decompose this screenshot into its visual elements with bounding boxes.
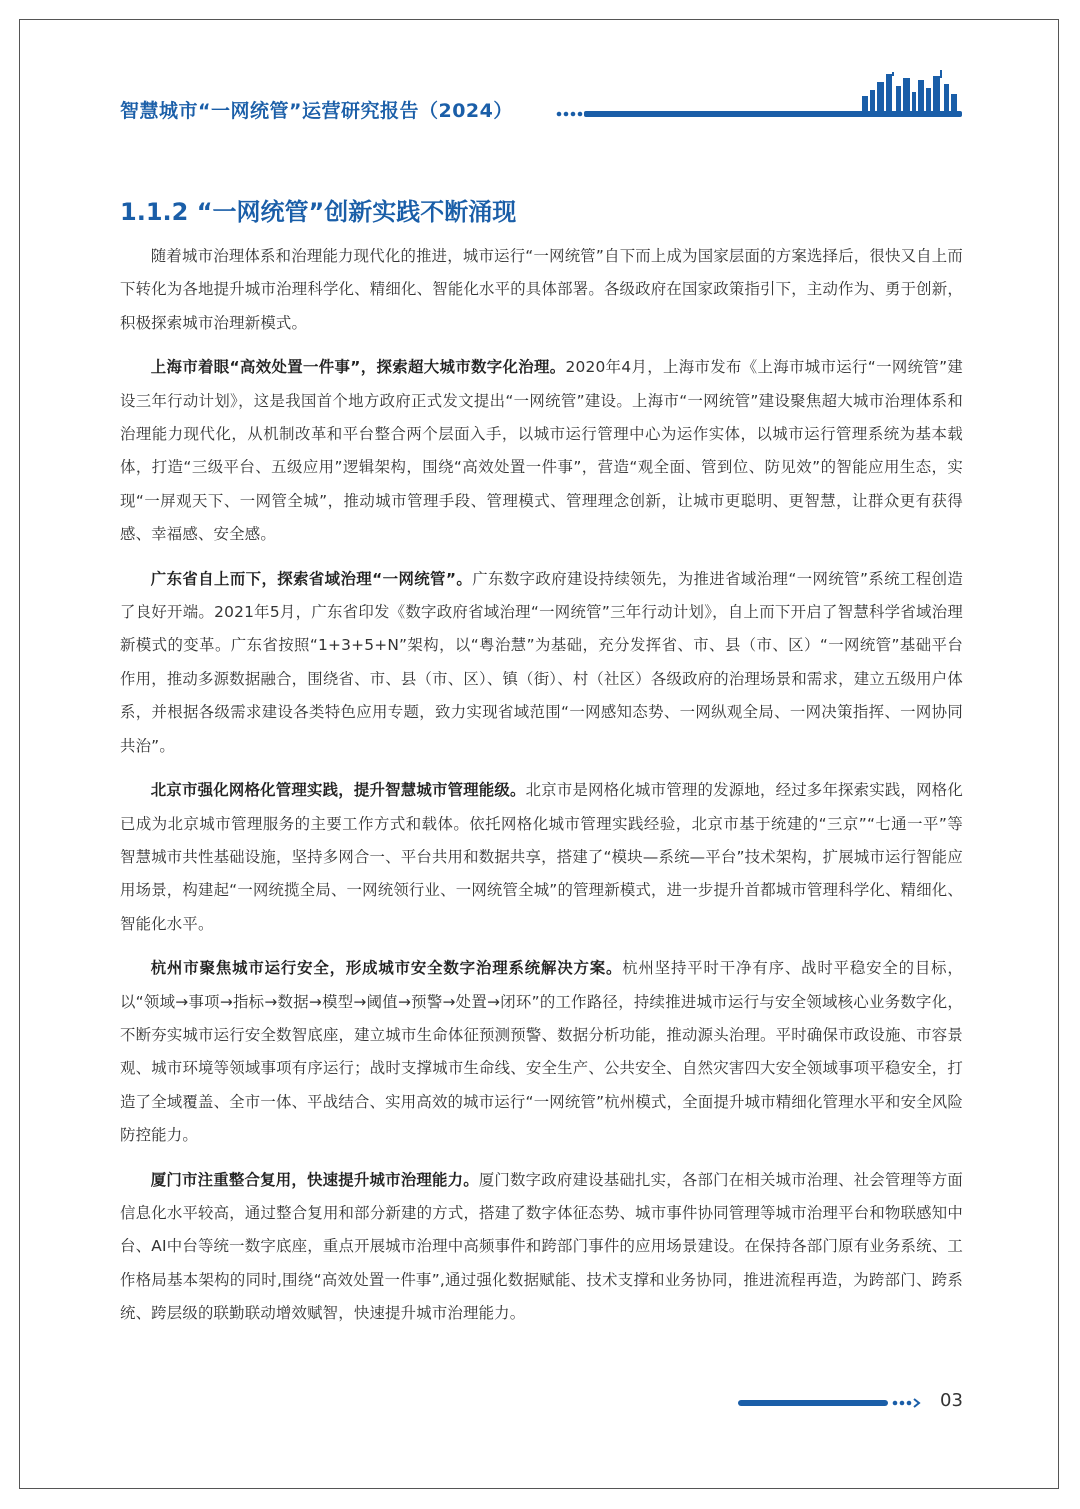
paragraph-text: 北京市是网格化城市管理的发源地，经过多年探索实践，网格化已成为北京城市管理服务的主要工作方式和载体。依托网格化城市管理实践经验，北京市基于统建的“三京”“七通一平”等智慧城市共性基础设施，坚持多网合一、平台共用和数据共享，搭建了“模块—系统—平台”技术架构，扩展城市运行智能应用场景，构建起“一网统揽全局、一网统领行业、一网统管全城”的管理新模式，进一步提升首都城市管理科学化、精细化、智能化水平。 (120, 781, 963, 933)
paragraph-text: 杭州坚持平时干净有序、战时平稳安全的目标，以“领域→事项→指标→数据→模型→阈值→预警→处置→闭环”的工作路径，持续推进城市运行与安全领域核心业务数字化，不断夯实城市运行安全数智底座，建立城市生命体征预测预警、数据分析功能，推动源头治理。平时确保市政设施、市容景观、城市环境等领域事项有序运行；战时支撑城市生命线、安全生产、公共安全、自然灾害四大安全领域事项平稳安全，打造了全域覆盖、全市一体、平战结合、实用高效的城市运行“一网统管”杭州模式，全面提升城市精细化管理水平和安全风险防控能力。 (120, 959, 964, 1145)
paragraph-guangdong (120, 563, 963, 763)
city-skyline-icon (556, 68, 962, 120)
paragraph-lead: 上海市着眼“高效处置一件事”，探索超大城市数字化治理。 (150, 358, 566, 377)
body-text (120, 240, 963, 1342)
paragraph-lead: 杭州市聚焦城市运行安全，形成城市安全数字治理系统解决方案。 (150, 959, 623, 978)
paragraph-lead: 厦门市注重整合复用，快速提升城市治理能力。 (150, 1170, 479, 1189)
paragraph-hangzhou (120, 952, 963, 1152)
paragraph-text: 随着城市治理体系和治理能力现代化的推进，城市运行“一网统管”自下而上成为国家层面的方案选择后，很快又自上而下转化为各地提升城市治理科学化、精细化、智能化水平的具体部署。各级政府在国家政策指引下，主动作为、勇于创新，积极探索城市治理新模式。 (120, 247, 963, 332)
paragraph-xiamen (120, 1164, 963, 1331)
paragraph-text: 广东数字政府建设持续领先，为推进省域治理“一网统管”系统工程创造了良好开端。2021年5月，广东省印发《数字政府省域治理“一网统管”三年行动计划》，自上而下开启了智慧科学省域治理新模式的变革。广东省按照“1+3+5+N”架构，以“粤治慧”为基础，充分发挥省、市、县（市、区）“一网统管”基础平台作用，推动多源数据融合，围绕省、市、县（市、区）、镇（街）、村（社区）各级政府的治理场景和需求，建立五级用户体系，并根据各级需求建设各类特色应用专题，致力实现省域范围“一网感知态势、一网纵观全局、一网决策指挥、一网协同共治”。 (120, 569, 963, 755)
paragraph-intro (120, 240, 963, 340)
paragraph-shanghai (120, 351, 963, 551)
page-number: 03 (940, 1390, 963, 1411)
paragraph-beijing (120, 774, 963, 941)
footer-bar-icon (738, 1395, 922, 1411)
paragraph-text: 2020年4月，上海市发布《上海市城市运行“一网统管”建设三年行动计划》，这是我国首个地方政府正式发文提出“一网统管”建设。上海市“一网统管”建设聚焦超大城市治理体系和治理能力现代化，从机制改革和平台整合两个层面入手，以城市运行管理中心为运作实体，以城市运行管理系统为基本载体，打造“三级平台、五级应用”逻辑架构，围绕“高效处置一件事”，营造“观全面、管到位、防见效”的智能应用生态，实现“一屏观天下、一网管全城”，推动城市管理手段、管理模式、管理理念创新，让城市更聪明、更智慧，让群众更有获得感、幸福感、安全感。 (120, 358, 963, 544)
paragraph-text: 厦门数字政府建设基础扎实，各部门在相关城市治理、社会管理等方面信息化水平较高，通过整合复用和部分新建的方式，搭建了数字体征态势、城市事件协同管理等城市治理平台和物联感知中台、AI中台等统一数字底座，重点开展城市治理中高频事件和跨部门事件的应用场景建设。在保持各部门原有业务系统、工作格局基本架构的同时,围绕“高效处置一件事”,通过强化数据赋能、技术支撑和业务协同，推进流程再造，为跨部门、跨系统、跨层级的联勤联动增效赋智，快速提升城市治理能力。 (120, 1170, 963, 1323)
section-heading: 1.1.2 “一网统管”创新实践不断涌现 (120, 198, 517, 226)
report-title: 智慧城市“一网统管”运营研究报告（2024） (120, 100, 513, 122)
paragraph-lead: 北京市强化网格化管理实践，提升智慧城市管理能级。 (150, 781, 526, 800)
paragraph-lead: 广东省自上而下，探索省域治理“一网统管”。 (150, 569, 473, 588)
